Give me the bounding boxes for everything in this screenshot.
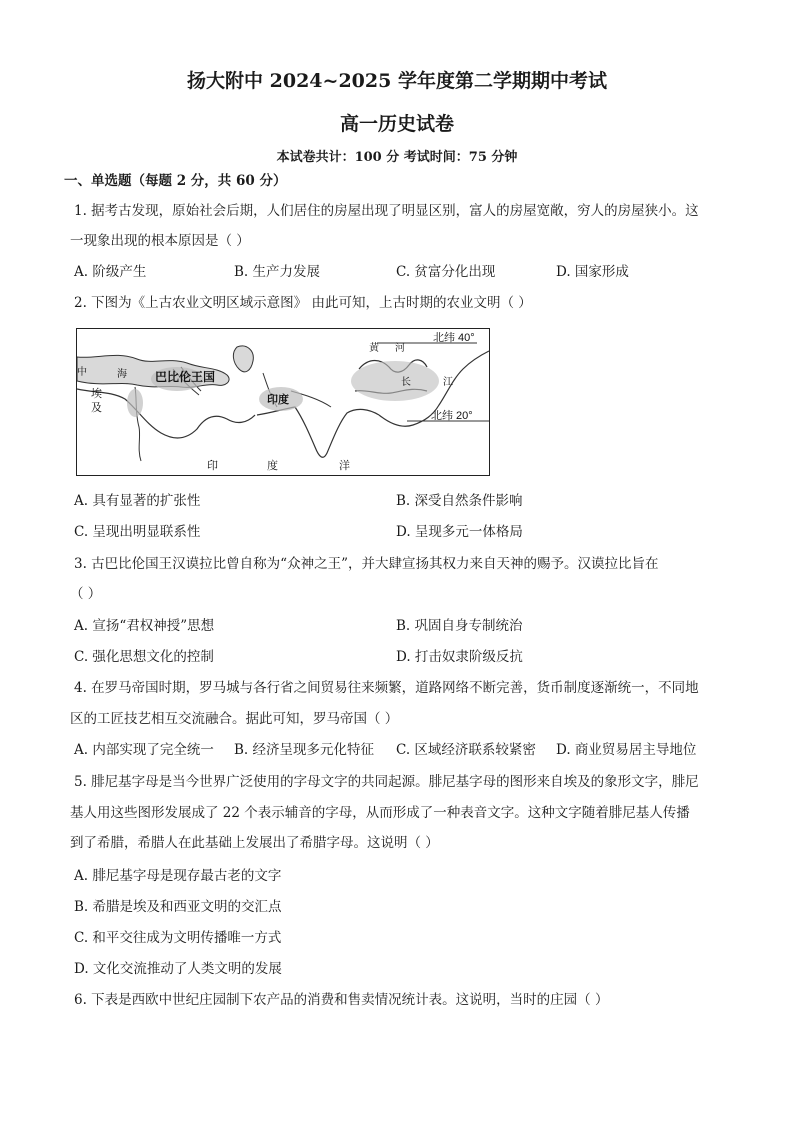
q4-option-b: B. 经济呈现多元化特征 — [234, 742, 375, 758]
question-3-line-1: 3. 古巴比伦国王汉谟拉比曾自称为“众神之王”，并大肆宣扬其权力来自天神的赐予。汉谟拉比旨在 — [74, 556, 659, 572]
label-jiang: 江 — [443, 377, 453, 388]
label-north-40: 北纬 40° — [433, 332, 475, 344]
india-coast — [257, 407, 379, 457]
q4-option-a: A. 内部实现了完全统一 — [74, 742, 214, 758]
question-5-line-1: 5. 腓尼基字母是当今世界广泛使用的字母文字的共同起源。腓尼基字母的图形来自埃及的象形文字，腓尼 — [74, 774, 699, 790]
question-2-line-1: 2. 下图为《上古农业文明区域示意图》 由此可知，上古时期的农业文明（ ） — [74, 295, 532, 311]
question-3-line-2: （ ） — [70, 586, 102, 602]
exam-subtitle: 高一历史试卷 — [339, 113, 454, 135]
label-sea-1: 中 — [77, 367, 87, 378]
q5-option-a: A. 腓尼基字母是现存最古老的文字 — [74, 868, 282, 884]
label-egypt-1: 埃 — [91, 388, 102, 400]
q2-option-d: D. 呈现多元一体格局 — [396, 524, 523, 540]
label-babylon: 巴比伦王国 — [155, 370, 216, 384]
label-sea-2: 海 — [117, 369, 127, 380]
ancient-agriculture-map — [76, 328, 490, 476]
label-huang: 黄 — [369, 343, 379, 354]
q5-option-d: D. 文化交流推动了人类文明的发展 — [74, 961, 282, 977]
question-5-line-2: 基人用这些图形发展成了 22 个表示辅音的字母，从而形成了一种表音文字。这种文字随着腓尼基人传播 — [70, 805, 690, 821]
question-4-line-1: 4. 在罗马帝国时期，罗马城与各行省之间贸易往来频繁，道路网络不断完善，货币制度逐渐统一，不同地 — [74, 680, 699, 696]
q1-option-a: A. 阶级产生 — [74, 264, 147, 280]
q2-option-a: A. 具有显著的扩张性 — [74, 493, 201, 509]
q4-option-d: D. 商业贸易居主导地位 — [556, 742, 697, 758]
caspian-sea — [233, 346, 253, 372]
q3-option-a: A. 宣扬“君权神授”思想 — [74, 618, 215, 634]
q1-option-d: D. 国家形成 — [556, 264, 629, 280]
exam-info: 本试卷共计：100 分 考试时间：75 分钟 — [276, 150, 518, 165]
q5-option-b: B. 希腊是埃及和西亚文明的交汇点 — [74, 899, 282, 915]
q1-option-b: B. 生产力发展 — [234, 264, 321, 280]
question-1-line-2: 一现象出现的根本原因是（ ） — [70, 233, 250, 249]
section-heading: 一、单选题（每题 2 分，共 60 分） — [64, 173, 287, 189]
africa-arabia-coast — [77, 389, 255, 438]
china-region — [351, 361, 439, 401]
label-chang: 长 — [401, 377, 411, 388]
label-he: 河 — [395, 343, 405, 354]
question-1-line-1: 1. 据考古发现，原始社会后期，人们居住的房屋出现了明显区别，富人的房屋宽敞，穷人的房屋狭小。这 — [74, 203, 699, 219]
q3-option-d: D. 打击奴隶阶级反抗 — [396, 649, 523, 665]
q4-option-c: C. 区域经济联系较紧密 — [396, 742, 536, 758]
question-4-line-2: 区的工匠技艺相互交流融合。据此可知，罗马帝国（ ） — [70, 711, 399, 727]
label-ocean-2: 度 — [267, 460, 278, 472]
question-6-line-1: 6. 下表是西欧中世纪庄园制下农产品的消费和售卖情况统计表。这说明，当时的庄园（ ） — [74, 992, 609, 1008]
q2-option-c: C. 呈现出明显联系性 — [74, 524, 201, 540]
question-5-line-3: 到了希腊，希腊人在此基础上发展出了希腊字母。这说明（ ） — [70, 835, 439, 851]
exam-title: 扬大附中 2024~2025 学年度第二学期期中考试 — [187, 70, 607, 92]
label-north-20: 北纬 20° — [431, 410, 473, 422]
q3-option-b: B. 巩固自身专制统治 — [396, 618, 523, 634]
label-ocean-3: 洋 — [339, 460, 350, 472]
label-india: 印度 — [267, 394, 289, 406]
egypt-region — [127, 389, 143, 417]
q2-option-b: B. 深受自然条件影响 — [396, 493, 523, 509]
q5-option-c: C. 和平交往成为文明传播唯一方式 — [74, 930, 282, 946]
label-ocean-1: 印 — [207, 460, 218, 472]
label-egypt-2: 及 — [91, 402, 102, 414]
q1-option-c: C. 贫富分化出现 — [396, 264, 496, 280]
q3-option-c: C. 强化思想文化的控制 — [74, 649, 214, 665]
